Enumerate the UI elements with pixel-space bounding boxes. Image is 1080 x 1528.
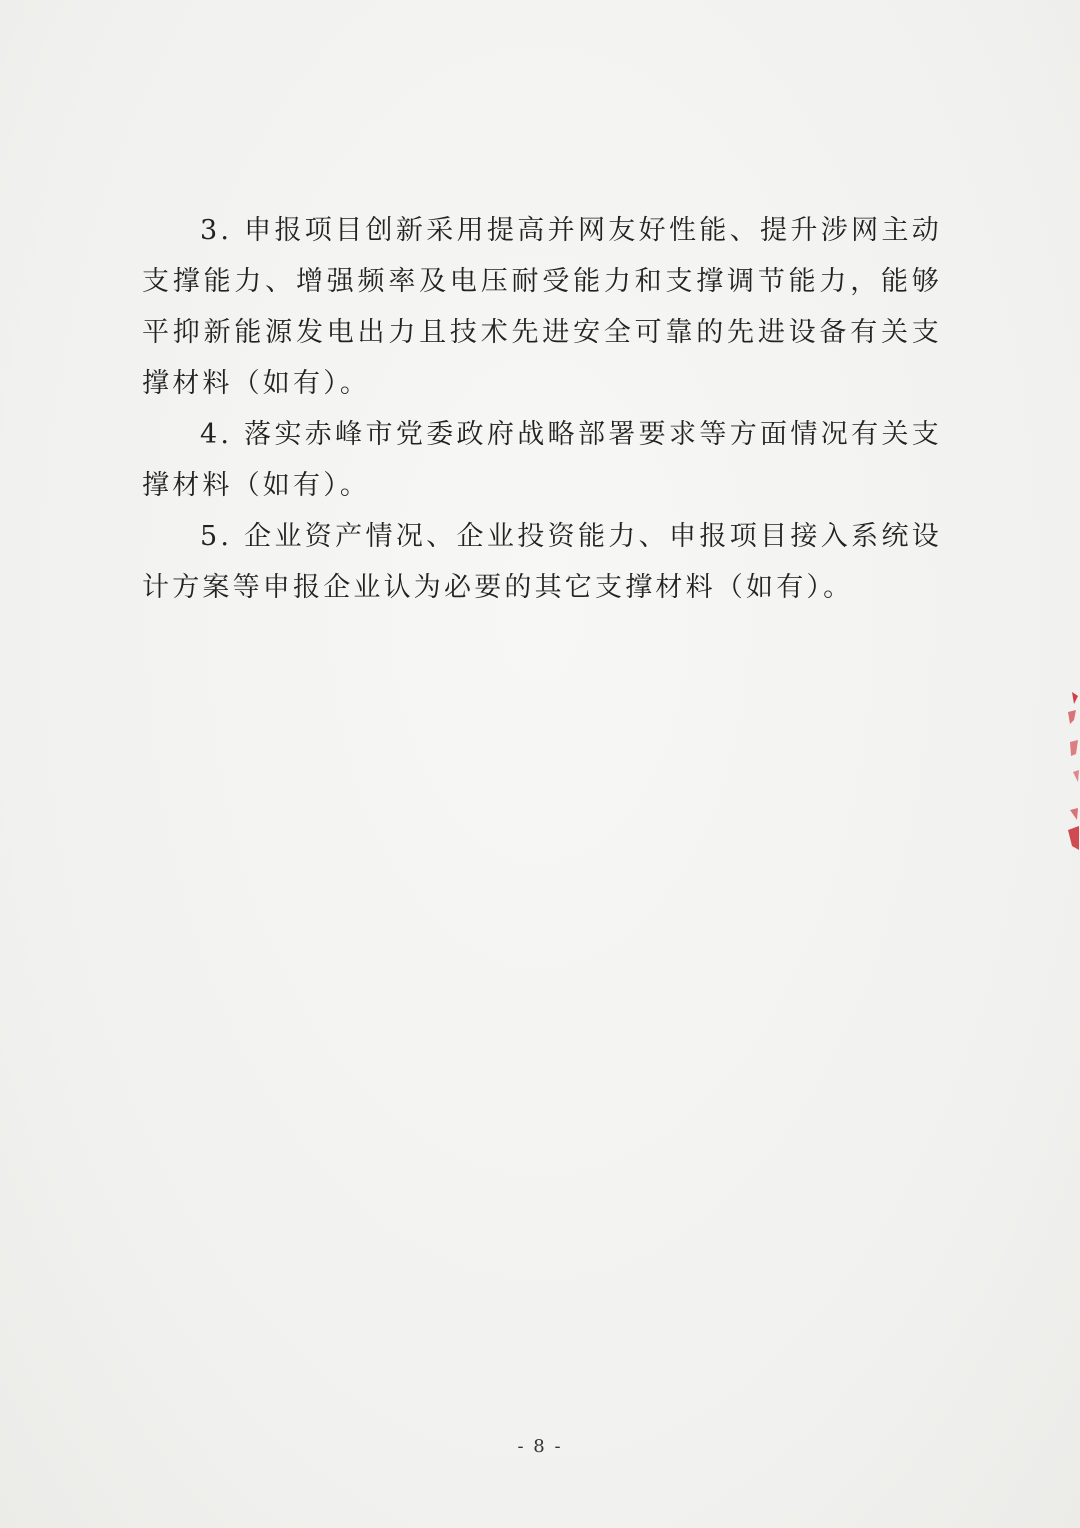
seal-stamp-edge-icon	[1058, 690, 1080, 860]
paragraph-item-5: 5. 企业资产情况、企业投资能力、申报项目接入系统设计方案等申报企业认为必要的其它支撑材料（如有）。	[142, 521, 942, 603]
paragraph-item-4: 4. 落实赤峰市党委政府战略部署要求等方面情况有关支撑材料（如有）。	[142, 419, 942, 501]
document-body	[142, 205, 942, 613]
page-number: - 8 -	[517, 1436, 563, 1457]
paragraph-item-3: 3. 申报项目创新采用提高并网友好性能、提升涉网主动支撑能力、增强频率及电压耐受能力和支撑调节能力，能够平抑新能源发电出力且技术先进安全可靠的先进设备有关支撑材料（如有）。	[142, 215, 942, 399]
